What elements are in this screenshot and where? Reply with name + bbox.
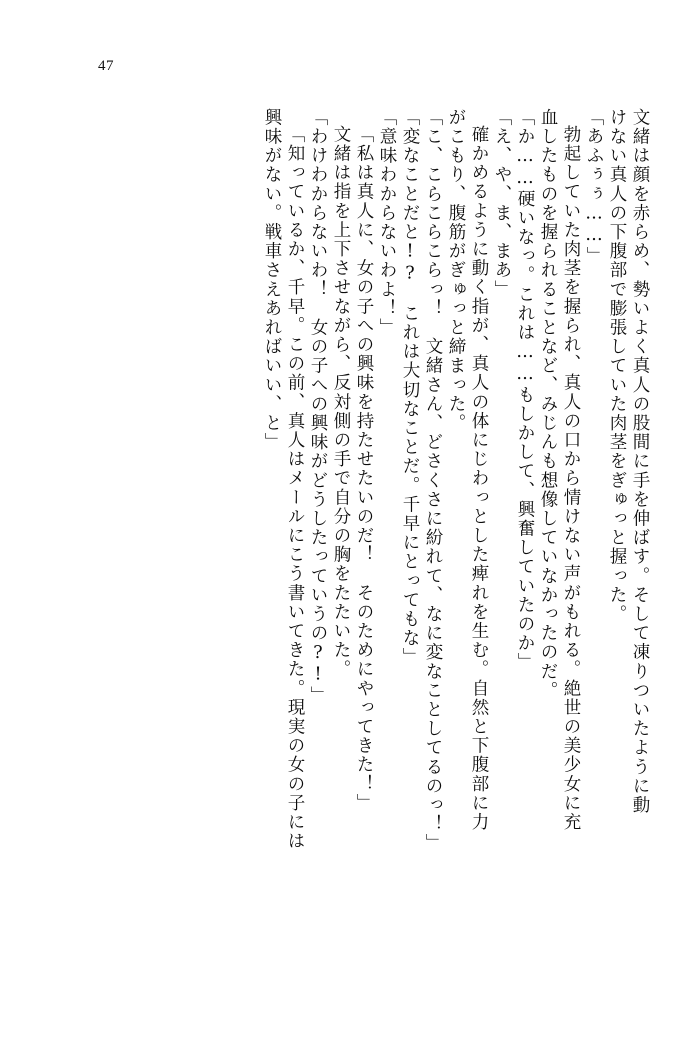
text-line: 「あふぅぅ……」 xyxy=(584,108,604,266)
text-line: 「わけわからないわ！ 女の子への興味がどうしたっていうの?!」 xyxy=(308,108,328,706)
text-line: 文緒は指を上下させながら、反対側の手で自分の胸をたたいた。 xyxy=(331,125,351,679)
text-line: 「か……硬いなっ。これは……もしかして、興奮していたのか」 xyxy=(515,108,535,672)
text-line: 確かめるように動く指が、真人の体にじわっとした痺れを生む。自然と下腹部に力 xyxy=(469,125,489,832)
vertical-text-body xyxy=(48,108,648,978)
text-line: 「知っているか、千早。この前、真人はメールにこう書いてきた。現実の女の子には xyxy=(285,125,305,851)
text-line: がこもり、腹筋がぎゅっと締まった。 xyxy=(446,108,466,433)
text-line: 「変なことだと!? これは大切なことだ。千早にとってもな」 xyxy=(400,108,420,667)
page-number: 47 xyxy=(98,58,114,74)
text-line: 「こ、こらこらこらっ！ 文緒さん、どさくさに紛れて、なに変なことしてるのっ！」 xyxy=(423,108,443,853)
text-line: 血したものを握られることなど、みじんも想像していなかったのだ。 xyxy=(538,108,558,701)
text-line: 興味がない。戦車さえあればいい、と」 xyxy=(262,108,282,452)
text-line: 「意味わからないわよ！」 xyxy=(377,108,397,338)
text-line: 勃起していた肉茎を握られ、真人の口から情けない声がもれる。絶世の美少女に充 xyxy=(561,125,581,832)
text-line: 文緒は顔を赤らめ、勢いよく真人の股間に手を伸ばす。そして凍りついたように動 xyxy=(630,108,650,815)
text-line: 「私は真人に、女の子への興味を持たせたいのだ！ そのためにやってきた！」 xyxy=(354,125,374,813)
text-line: けない真人の下腹部で膨張していた肉茎をぎゅっと握った。 xyxy=(607,108,627,624)
text-line: 「え、や、ま、まあ」 xyxy=(492,108,512,299)
